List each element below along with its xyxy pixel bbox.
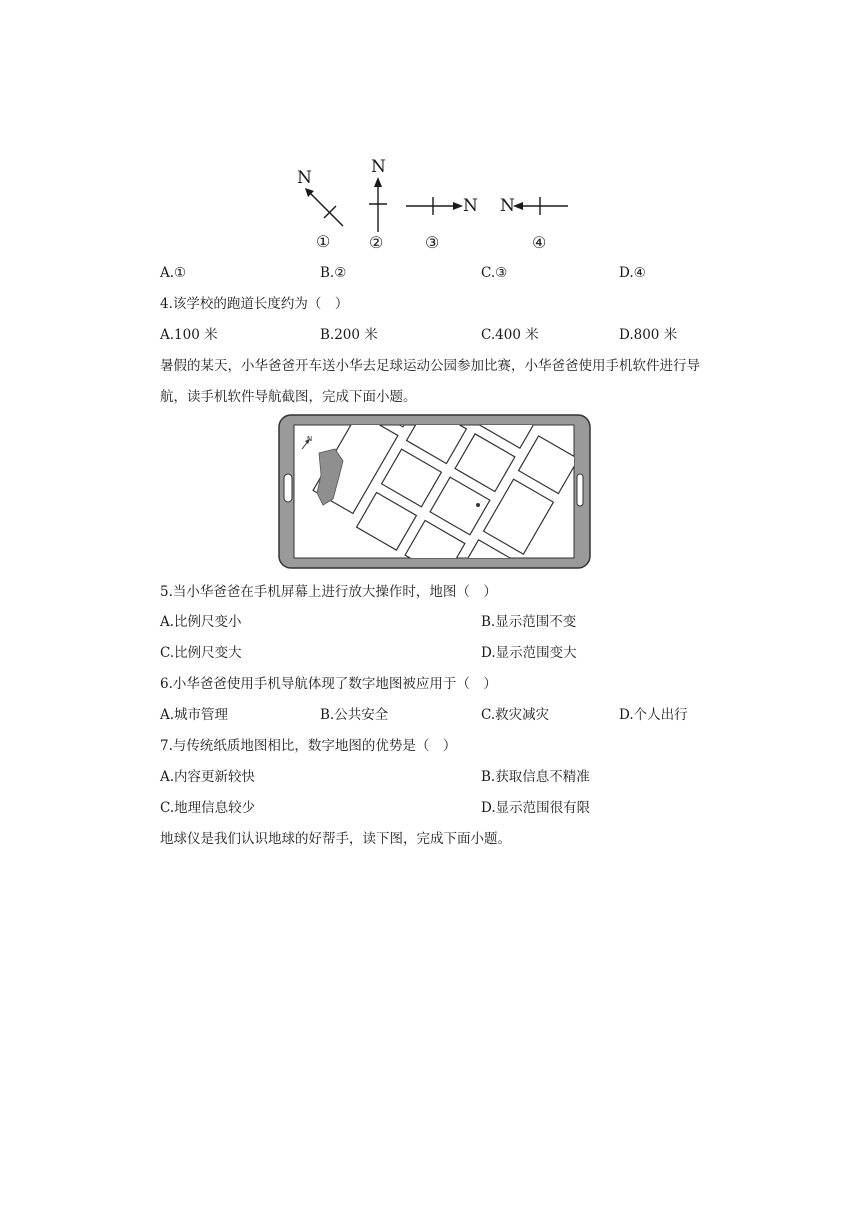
q7-option-a: A.内容更新较快 [160, 769, 256, 785]
compass-4-n-label: N [500, 196, 515, 216]
phone-map-figure [277, 413, 593, 571]
q5-stem: 5.当小华爸爸在手机屏幕上进行放大操作时，地图（ ） [160, 584, 497, 600]
q6-option-d: D.个人出行 [619, 707, 688, 723]
q3-option-c: C.③ [481, 265, 508, 281]
q5-option-b: B.显示范围不变 [481, 614, 577, 630]
q3-option-a: A.① [160, 265, 187, 281]
compass-3-arrow-icon [404, 194, 464, 218]
q6-option-b: B.公共安全 [320, 707, 389, 723]
compass-3-n-label: N [463, 196, 478, 216]
q7-option-c: C.地理信息较少 [160, 800, 256, 816]
compass-4-arrow-icon [512, 194, 570, 218]
compass-2-n-label: N [371, 157, 386, 177]
compass-2-arrow-icon [366, 176, 390, 234]
q4-stem: 4.该学校的跑道长度约为（ ） [160, 296, 349, 312]
compass-label-3: ③ [425, 233, 440, 252]
compass-label-1: ① [316, 232, 331, 251]
q4-option-b: B.200 米 [320, 327, 378, 343]
q7-option-b: B.获取信息不精准 [481, 769, 590, 785]
q4-option-d: D.800 米 [619, 327, 678, 343]
intro2-text: 地球仪是我们认识地球的好帮手，读下图，完成下面小题。 [160, 831, 511, 847]
q4-option-a: A.100 米 [160, 327, 218, 343]
q7-stem: 7.与传统纸质地图相比，数字地图的优势是（ ） [160, 738, 457, 754]
intro1-line1: 暑假的某天，小华爸爸开车送小华去足球运动公园参加比赛，小华爸爸使用手机软件进行导 [160, 358, 700, 374]
q6-option-a: A.城市管理 [160, 707, 229, 723]
q5-option-a: A.比例尺变小 [160, 614, 242, 630]
phone-right-button [577, 474, 583, 506]
q3-option-b: B.② [320, 265, 347, 281]
q6-option-c: C.救灾减灾 [481, 707, 550, 723]
q5-option-c: C.比例尺变大 [160, 645, 242, 661]
compass-label-2: ② [369, 233, 384, 252]
q4-option-c: C.400 米 [481, 327, 539, 343]
compass-label-4: ④ [532, 233, 547, 252]
q3-option-d: D.④ [619, 265, 646, 281]
map-compass-letter: N [307, 435, 313, 443]
location-marker [476, 503, 480, 507]
phone-left-button [284, 474, 292, 502]
intro1-line2: 航，读手机软件导航截图，完成下面小题。 [160, 389, 417, 405]
q7-option-d: D.显示范围很有限 [481, 800, 591, 816]
q5-option-d: D.显示范围变大 [481, 645, 577, 661]
compass-1-n-label: N [297, 168, 312, 188]
q6-stem: 6.小华爸爸使用手机导航体现了数字地图被应用于（ ） [160, 676, 497, 692]
